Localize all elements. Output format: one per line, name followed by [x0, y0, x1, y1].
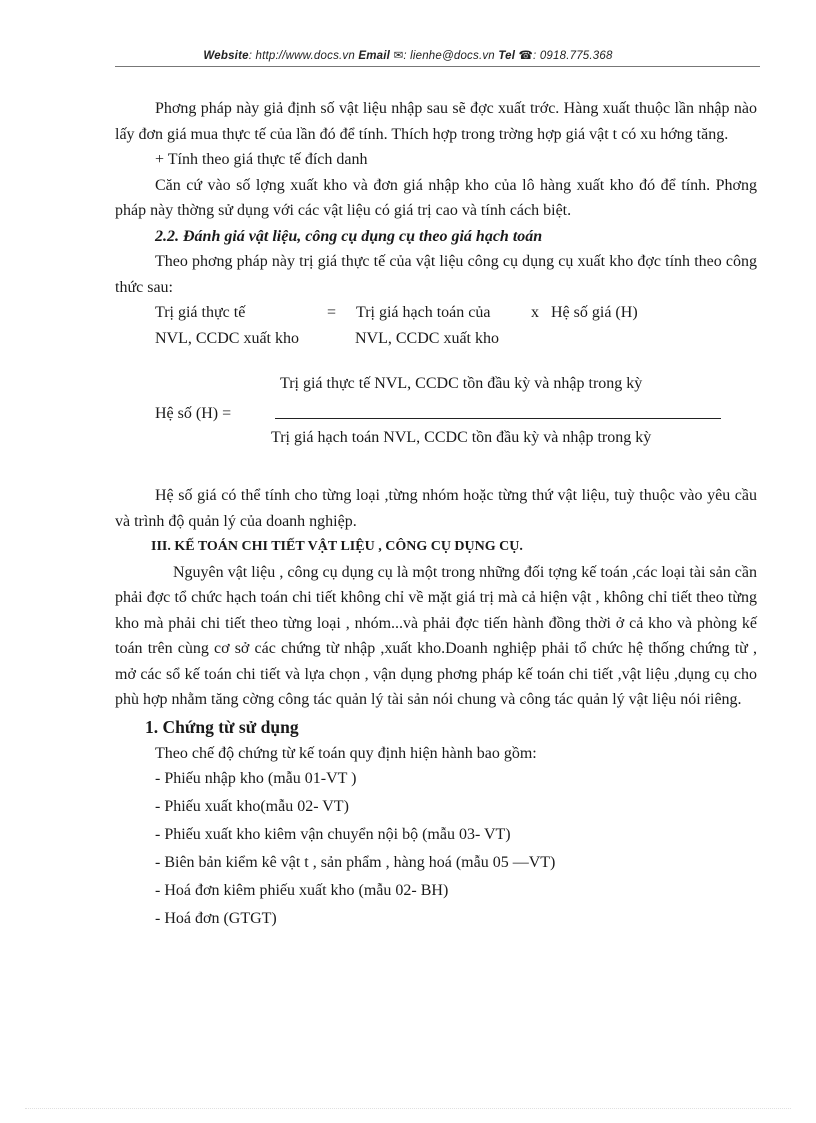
email-label: Email	[358, 50, 391, 62]
paragraph-5: Hệ số giá có thể tính cho từng loại ,từng nhóm hoặc từng thứ vật liệu, tuỳ thuộc vào yêu cầu và trình độ quản lý của doanh nghiệp.	[115, 487, 757, 530]
document-list-item: - Phiếu nhập kho (mẫu 01-VT )	[155, 770, 357, 787]
formula-term-1b: Trị giá hạch toán của	[356, 304, 491, 321]
page-bottom-border	[25, 1108, 791, 1109]
fraction-denominator: Trị giá hạch toán NVL, CCDC tồn đầu kỳ và nhập trong kỳ	[271, 429, 652, 446]
document-list-item: - Hoá đơn kiêm phiếu xuất kho (mẫu 02- BH)	[155, 882, 449, 899]
email-icon: ✉	[393, 50, 404, 62]
section-heading-2-2: 2.2. Đánh giá vật liệu, công cụ dụng cụ theo giá hạch toán	[155, 227, 543, 245]
formula-term-1c: Hệ số giá (H)	[551, 304, 638, 321]
document-list-item: - Biên bản kiểm kê vật t , sản phẩm , hàng hoá (mẫu 05 —VT)	[155, 854, 556, 871]
paragraph-1: Phơng pháp này giả định số vật liệu nhập sau sẽ đợc xuất trớc. Hàng xuất thuộc lần nhập nào lấy đơn giá mua thực tế của lần đó để tính. Thích hợp trong trờng hợp giá vật t có xu hớng tăng.	[115, 100, 757, 143]
website-label: Website	[203, 50, 249, 62]
fraction-numerator: Trị giá thực tế NVL, CCDC tồn đầu kỳ và nhập trong kỳ	[280, 375, 643, 392]
formula-term-2a: NVL, CCDC xuất kho	[155, 329, 299, 347]
formula-line-1	[115, 300, 757, 326]
formula-line-2	[115, 326, 757, 352]
formula-term-1a: Trị giá thực tế	[155, 304, 246, 321]
formula-term-2b: NVL, CCDC xuất kho	[355, 329, 499, 347]
page-header	[0, 48, 816, 62]
document-body	[115, 96, 757, 934]
section-heading-iii: III. KẾ TOÁN CHI TIẾT VẬT LIỆU , CÔNG CỤ DỤNG CỤ.	[151, 539, 523, 554]
coefficient-formula	[115, 371, 757, 467]
section-heading-1: 1. Chứng từ sử dụng	[145, 716, 299, 737]
document-list-item: - Hoá đơn (GTGT)	[155, 910, 277, 927]
paragraph-4: Theo phơng pháp này trị giá thực tế của vật liệu công cụ dụng cụ xuất kho đợc tính theo công thức sau:	[115, 253, 757, 296]
formula-times: x	[531, 304, 539, 321]
document-list-item: - Phiếu xuất kho(mẫu 02- VT)	[155, 798, 349, 815]
paragraph-3: Căn cứ vào số lợng xuất kho và đơn giá nhập kho của lô hàng xuất kho đó để tính. Phơng pháp này thờng sử dụng với các vật liệu có giá trị cao và tính cách biệt.	[115, 176, 757, 219]
fraction-bar	[275, 418, 721, 419]
website-value: : http://www.docs.vn	[248, 50, 355, 62]
header-rule	[115, 66, 760, 67]
tel-value: : 0918.775.368	[533, 50, 613, 62]
document-list-item: - Phiếu xuất kho kiêm vận chuyển nội bộ (mẫu 03- VT)	[155, 826, 511, 843]
phone-icon: ☎	[518, 50, 534, 62]
formula-equals: =	[327, 304, 337, 321]
email-value: : lienhe@docs.vn	[403, 50, 495, 62]
tel-label: Tel	[498, 50, 516, 62]
paragraph-7: Theo chế độ chứng từ kế toán quy định hiện hành bao gồm:	[155, 744, 537, 762]
fraction-lhs: Hệ số (H) =	[155, 405, 232, 422]
paragraph-2: + Tính theo giá thực tế đích danh	[155, 151, 368, 168]
paragraph-6: Nguyên vật liệu , công cụ dụng cụ là một trong những đối tợng kế toán ,các loại tài sản cần phải đợc tổ chức hạch toán chi tiết không chỉ về mặt giá trị mà cả hiện vật , không chỉ tiết theo từng kho mà phải chi tiết theo từng loại , nhóm...và phải đợc tiến hành đồng thời ở cả kho và phòng kế toán trên cùng cơ sở các chứng từ nhập ,xuất kho.Doanh nghiệp phải tổ chức hệ thống chứng từ , mở các sổ kế toán chi tiết và lựa chọn , vận dụng phơng pháp kế toán chi tiết ,vật liệu ,dụng cụ cho phù hợp nhằm tăng cờng công tác quản lý tài sản nói chung và công tác quản lý vật liệu nói riêng.	[115, 563, 757, 708]
